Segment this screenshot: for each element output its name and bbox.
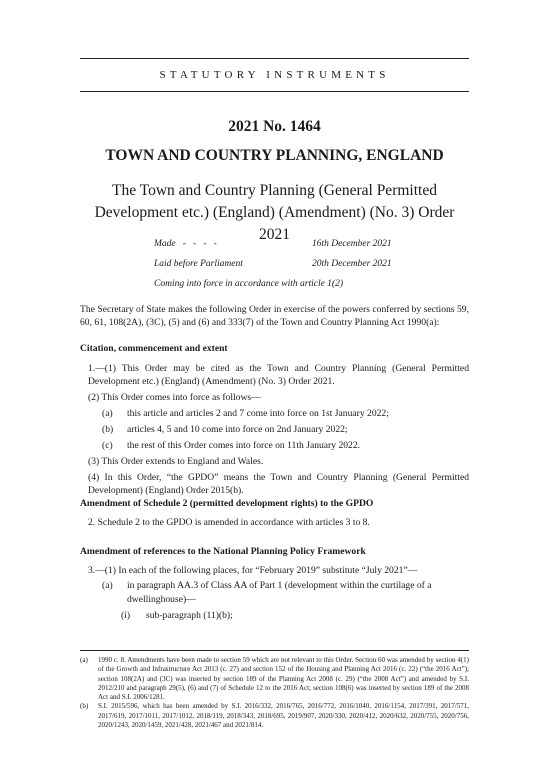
order-title-line2: Development etc.) (England) (Amendment) (No. 3) Order 2021 [94, 204, 455, 243]
section-heading: Amendment of references to the National Planning Policy Framework [80, 546, 366, 557]
paragraph: 2. Schedule 2 to the GPDO is amended in accordance with articles 3 to 8. [88, 517, 370, 529]
section-citation [80, 342, 469, 497]
section-heading: Amendment of Schedule 2 (permitted development rights) to the GPDO [80, 498, 374, 509]
instrument-number: 2021 No. 1464 [228, 118, 321, 135]
header-rule-bottom [80, 91, 469, 92]
series-header: STATUTORY INSTRUMENTS [159, 69, 390, 81]
date-value: 20th December 2021 [312, 259, 392, 269]
date-value: 16th December 2021 [312, 239, 392, 249]
order-title [80, 180, 469, 246]
paragraph: (3) This Order extends to England and Wales. [88, 456, 264, 468]
list-item: (c) the rest of this Order comes into force on 11th January 2022. [102, 440, 361, 452]
header-rule-top [80, 58, 469, 59]
sub-list-item: (i) sub-paragraph (11)(b); [121, 609, 233, 621]
subject-heading: TOWN AND COUNTRY PLANNING, ENGLAND [105, 147, 444, 164]
paragraph: (2) This Order comes into force as follows— [88, 391, 261, 403]
paragraph: 1.—(1) This Order may be cited as the Town and Country Planning (General Permitted Development etc.) (England) (Amendment) (No. 3) Order 2021. [88, 363, 469, 388]
list-item: (b) articles 4, 5 and 10 come into force on 2nd January 2022; [102, 424, 348, 436]
list-item: (a) this article and articles 2 and 7 come into force on 1st January 2022; [102, 407, 389, 419]
section-schedule-amendment [80, 497, 469, 529]
paragraph: 3.—(1) In each of the following places, for “February 2019” substitute “July 2021”— [88, 565, 418, 577]
date-label: Laid before Parliament [154, 259, 243, 269]
section-nppf-references [80, 545, 469, 622]
footnote: (a) 1990 c. 8. Amendments have been made to section 59 which are not relevant to this Order. Section 60 was amended by section 4(1) of the Growth and Infrastructure Act 2013 (c. 27) and section 152 of the Housing and Planning Act 2016 (c. 22) (“the 2016 Act”); section 108(2A) and (3C) was inserted by section 189 of the Planning Act 2008 (c. 29) (“the 2008 Act”) and amended by S.I. 2012/210 and paragraph 29(5), (6) and (7) of Schedule 12 to the 2016 Act; section 108(6) was inserted by section 189 of the 2008 Act and S.I. 2006/1281. [80, 656, 469, 702]
date-label: Coming into force in accordance with article 1(2) [154, 279, 343, 289]
footnote: (b) S.I. 2015/596, which has been amended by S.I. 2016/332, 2016/765, 2016/772, 2016/1040, 2016/1154, 2017/391, 2017/571, 2017/619, 2017/1011, 2017/1012, 2018/119, 2018/343, 2018/695, 2019/907, 2020/330, 2020/412, 2020/632, 2020/755, 2020/756, 2020/1243, 2020/1459, 2021/428, 2021/467 and 2021/814. [80, 702, 469, 730]
order-title-line1: The Town and Country Planning (General Permitted [112, 182, 437, 199]
footnote-rule [80, 650, 469, 651]
paragraph: (4) In this Order, “the GPDO” means the Town and Country Planning (General Permitted Development) (England) Order 2015(b). [88, 471, 469, 496]
preamble [80, 303, 469, 329]
preamble-text: The Secretary of State makes the following Order in exercise of the powers conferred by sections 59, 60, 61, 108(2A), (3C), (5) and (6) and 333(7) of the Town and Country Planning Act 1990(a): [80, 304, 469, 329]
list-item: (a) in paragraph AA.3 of Class AA of Part 1 (development within the curtilage of a dwellinghouse)— [102, 580, 432, 605]
section-heading: Citation, commencement and extent [80, 343, 228, 354]
footnotes [80, 656, 469, 730]
date-label: Made - - - - [154, 239, 217, 249]
